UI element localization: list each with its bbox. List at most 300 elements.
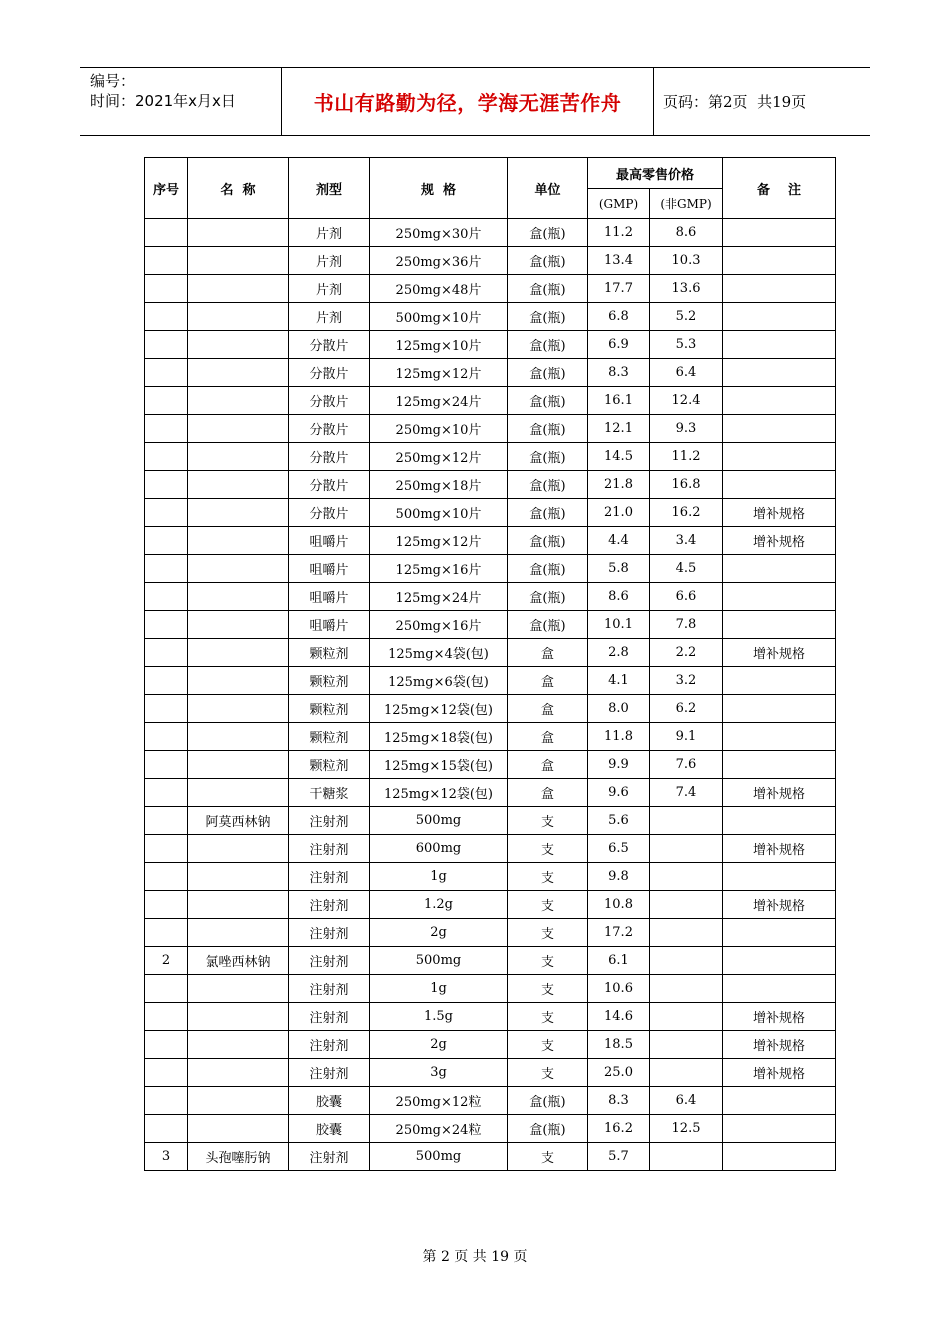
cell-index [145, 247, 188, 275]
cell-name [188, 527, 289, 555]
cell-gmp-price: 18.5 [588, 1031, 650, 1059]
cell-non-gmp-price [650, 835, 723, 863]
cell-index [145, 1031, 188, 1059]
cell-index [145, 695, 188, 723]
cell-index [145, 919, 188, 947]
cell-non-gmp-price: 13.6 [650, 275, 723, 303]
cell-spec: 250mg×30片 [370, 219, 508, 247]
cell-non-gmp-price [650, 1003, 723, 1031]
cell-unit: 盒 [508, 695, 588, 723]
cell-spec: 125mg×12片 [370, 359, 508, 387]
table-row [145, 723, 836, 751]
cell-form: 咀嚼片 [289, 611, 370, 639]
cell-form: 咀嚼片 [289, 583, 370, 611]
cell-name [188, 499, 289, 527]
cell-index [145, 779, 188, 807]
cell-index [145, 555, 188, 583]
cell-unit: 支 [508, 975, 588, 1003]
cell-form: 咀嚼片 [289, 527, 370, 555]
table-row [145, 555, 836, 583]
cell-gmp-price: 16.2 [588, 1115, 650, 1143]
cell-index [145, 1003, 188, 1031]
cell-unit: 盒 [508, 779, 588, 807]
cell-remark [723, 695, 836, 723]
table-row [145, 275, 836, 303]
cell-unit: 盒(瓶) [508, 415, 588, 443]
table-row [145, 359, 836, 387]
cell-index [145, 751, 188, 779]
cell-spec: 2g [370, 1031, 508, 1059]
cell-index [145, 527, 188, 555]
cell-remark [723, 919, 836, 947]
cell-remark [723, 555, 836, 583]
cell-form: 分散片 [289, 443, 370, 471]
cell-remark [723, 275, 836, 303]
cell-non-gmp-price: 5.3 [650, 331, 723, 359]
cell-gmp-price: 8.3 [588, 359, 650, 387]
table-row [145, 807, 836, 835]
table-row [145, 975, 836, 1003]
cell-name [188, 695, 289, 723]
cell-gmp-price: 21.8 [588, 471, 650, 499]
cell-spec: 250mg×12片 [370, 443, 508, 471]
cell-index [145, 219, 188, 247]
table-row [145, 779, 836, 807]
cell-unit: 盒(瓶) [508, 331, 588, 359]
cell-unit: 支 [508, 891, 588, 919]
cell-gmp-price: 11.8 [588, 723, 650, 751]
page-header [80, 67, 870, 136]
cell-spec: 1g [370, 975, 508, 1003]
cell-non-gmp-price [650, 919, 723, 947]
cell-gmp-price: 10.1 [588, 611, 650, 639]
cell-gmp-price: 10.8 [588, 891, 650, 919]
cell-form: 分散片 [289, 387, 370, 415]
table-row [145, 611, 836, 639]
cell-non-gmp-price: 5.2 [650, 303, 723, 331]
table-row [145, 247, 836, 275]
cell-name [188, 275, 289, 303]
cell-remark [723, 807, 836, 835]
cell-remark [723, 1115, 836, 1143]
cell-spec: 125mg×24片 [370, 387, 508, 415]
cell-unit: 盒(瓶) [508, 387, 588, 415]
cell-spec: 125mg×16片 [370, 555, 508, 583]
cell-spec: 3g [370, 1059, 508, 1087]
cell-remark [723, 471, 836, 499]
cell-unit: 盒(瓶) [508, 303, 588, 331]
cell-index [145, 415, 188, 443]
cell-name [188, 639, 289, 667]
table-row [145, 443, 836, 471]
cell-gmp-price: 6.1 [588, 947, 650, 975]
cell-unit: 盒 [508, 751, 588, 779]
cell-spec: 250mg×18片 [370, 471, 508, 499]
cell-remark: 增补规格 [723, 499, 836, 527]
cell-form: 注射剂 [289, 807, 370, 835]
cell-form: 分散片 [289, 499, 370, 527]
cell-unit: 支 [508, 947, 588, 975]
cell-remark [723, 975, 836, 1003]
cell-gmp-price: 4.4 [588, 527, 650, 555]
cell-spec: 250mg×24粒 [370, 1115, 508, 1143]
cell-gmp-price: 14.6 [588, 1003, 650, 1031]
table-row [145, 1031, 836, 1059]
cell-index [145, 975, 188, 1003]
cell-form: 颗粒剂 [289, 667, 370, 695]
cell-form: 颗粒剂 [289, 723, 370, 751]
cell-form: 注射剂 [289, 1031, 370, 1059]
cell-remark [723, 359, 836, 387]
cell-unit: 支 [508, 1031, 588, 1059]
table-row [145, 947, 836, 975]
cell-spec: 125mg×24片 [370, 583, 508, 611]
cell-spec: 125mg×12袋(包) [370, 695, 508, 723]
cell-name [188, 975, 289, 1003]
cell-unit: 盒(瓶) [508, 247, 588, 275]
cell-index [145, 1059, 188, 1087]
cell-non-gmp-price: 9.3 [650, 415, 723, 443]
cell-form: 颗粒剂 [289, 639, 370, 667]
header-unit: 单位 [508, 158, 588, 219]
cell-spec: 500mg×10片 [370, 303, 508, 331]
cell-non-gmp-price: 6.6 [650, 583, 723, 611]
cell-remark: 增补规格 [723, 779, 836, 807]
cell-name [188, 751, 289, 779]
cell-spec: 250mg×16片 [370, 611, 508, 639]
table-row [145, 835, 836, 863]
cell-non-gmp-price: 16.8 [650, 471, 723, 499]
cell-form: 咀嚼片 [289, 555, 370, 583]
cell-index [145, 891, 188, 919]
cell-unit: 盒(瓶) [508, 1115, 588, 1143]
cell-unit: 盒(瓶) [508, 499, 588, 527]
cell-form: 片剂 [289, 247, 370, 275]
cell-index: 3 [145, 1143, 188, 1171]
cell-remark: 增补规格 [723, 835, 836, 863]
cell-remark [723, 331, 836, 359]
cell-name [188, 835, 289, 863]
table-row [145, 583, 836, 611]
cell-unit: 盒 [508, 639, 588, 667]
cell-non-gmp-price: 3.4 [650, 527, 723, 555]
cell-form: 分散片 [289, 331, 370, 359]
cell-remark [723, 723, 836, 751]
cell-spec: 125mg×15袋(包) [370, 751, 508, 779]
cell-spec: 500mg [370, 1143, 508, 1171]
header-non-gmp: (非GMP) [650, 189, 723, 219]
header-page-label: 页码：第2页 共19页 [663, 93, 807, 111]
cell-name [188, 1059, 289, 1087]
cell-unit: 支 [508, 807, 588, 835]
footer-page-number: 第 2 页 共 19 页 [422, 1249, 528, 1265]
cell-name [188, 919, 289, 947]
cell-non-gmp-price: 12.4 [650, 387, 723, 415]
cell-form: 干糖浆 [289, 779, 370, 807]
cell-unit: 盒(瓶) [508, 527, 588, 555]
cell-form: 注射剂 [289, 1059, 370, 1087]
cell-index [145, 835, 188, 863]
cell-index [145, 275, 188, 303]
cell-unit: 支 [508, 1143, 588, 1171]
cell-spec: 1.5g [370, 1003, 508, 1031]
cell-name [188, 1087, 289, 1115]
table-row [145, 1087, 836, 1115]
cell-gmp-price: 5.8 [588, 555, 650, 583]
cell-form: 分散片 [289, 415, 370, 443]
cell-spec: 2g [370, 919, 508, 947]
cell-unit: 支 [508, 1059, 588, 1087]
cell-name: 阿莫西林钠 [188, 807, 289, 835]
cell-name [188, 247, 289, 275]
cell-unit: 盒 [508, 667, 588, 695]
table-row [145, 751, 836, 779]
cell-remark: 增补规格 [723, 1003, 836, 1031]
cell-non-gmp-price: 10.3 [650, 247, 723, 275]
cell-form: 分散片 [289, 471, 370, 499]
cell-unit: 盒(瓶) [508, 1087, 588, 1115]
cell-unit: 盒(瓶) [508, 359, 588, 387]
cell-remark [723, 1087, 836, 1115]
header-price-group: 最高零售价格 [588, 158, 723, 189]
cell-non-gmp-price [650, 891, 723, 919]
cell-index: 2 [145, 947, 188, 975]
table-row [145, 331, 836, 359]
cell-unit: 盒(瓶) [508, 443, 588, 471]
cell-non-gmp-price [650, 1059, 723, 1087]
cell-unit: 盒(瓶) [508, 555, 588, 583]
cell-form: 注射剂 [289, 919, 370, 947]
cell-name [188, 1031, 289, 1059]
cell-remark [723, 583, 836, 611]
cell-remark [723, 415, 836, 443]
table-row [145, 695, 836, 723]
cell-name [188, 303, 289, 331]
cell-index [145, 807, 188, 835]
cell-spec: 125mg×4袋(包) [370, 639, 508, 667]
header-meta [80, 68, 282, 135]
cell-index [145, 723, 188, 751]
cell-form: 注射剂 [289, 975, 370, 1003]
header-name: 名 称 [188, 158, 289, 219]
cell-remark: 增补规格 [723, 527, 836, 555]
cell-non-gmp-price [650, 863, 723, 891]
cell-unit: 支 [508, 919, 588, 947]
cell-form: 胶囊 [289, 1115, 370, 1143]
table-row [145, 891, 836, 919]
cell-gmp-price: 16.1 [588, 387, 650, 415]
cell-non-gmp-price: 4.5 [650, 555, 723, 583]
cell-form: 注射剂 [289, 1143, 370, 1171]
cell-gmp-price: 17.7 [588, 275, 650, 303]
cell-remark [723, 1143, 836, 1171]
cell-name [188, 779, 289, 807]
cell-gmp-price: 2.8 [588, 639, 650, 667]
cell-form: 胶囊 [289, 1087, 370, 1115]
cell-spec: 250mg×12粒 [370, 1087, 508, 1115]
cell-gmp-price: 10.6 [588, 975, 650, 1003]
table-row [145, 1003, 836, 1031]
cell-name: 氯唑西林钠 [188, 947, 289, 975]
cell-name [188, 443, 289, 471]
cell-unit: 盒(瓶) [508, 275, 588, 303]
cell-gmp-price: 6.9 [588, 331, 650, 359]
cell-form: 注射剂 [289, 891, 370, 919]
cell-remark: 增补规格 [723, 1059, 836, 1087]
cell-remark [723, 387, 836, 415]
cell-remark [723, 219, 836, 247]
header-page-info [654, 68, 870, 135]
cell-remark [723, 667, 836, 695]
table-row [145, 471, 836, 499]
table-body [145, 219, 836, 1171]
cell-non-gmp-price: 6.2 [650, 695, 723, 723]
table-row [145, 639, 836, 667]
cell-unit: 支 [508, 863, 588, 891]
page-footer [0, 1246, 950, 1266]
price-table [144, 157, 836, 1171]
cell-name: 头孢噻肟钠 [188, 1143, 289, 1171]
cell-remark: 增补规格 [723, 891, 836, 919]
cell-unit: 盒(瓶) [508, 219, 588, 247]
cell-gmp-price: 8.0 [588, 695, 650, 723]
cell-index [145, 863, 188, 891]
cell-spec: 250mg×10片 [370, 415, 508, 443]
cell-spec: 600mg [370, 835, 508, 863]
cell-non-gmp-price: 16.2 [650, 499, 723, 527]
cell-remark [723, 247, 836, 275]
cell-unit: 盒(瓶) [508, 583, 588, 611]
cell-name [188, 611, 289, 639]
cell-unit: 支 [508, 1003, 588, 1031]
table-row [145, 387, 836, 415]
cell-remark [723, 303, 836, 331]
cell-gmp-price: 9.9 [588, 751, 650, 779]
cell-index [145, 471, 188, 499]
cell-form: 分散片 [289, 359, 370, 387]
cell-non-gmp-price [650, 807, 723, 835]
cell-unit: 盒 [508, 723, 588, 751]
header-index: 序号 [145, 158, 188, 219]
cell-spec: 125mg×18袋(包) [370, 723, 508, 751]
cell-gmp-price: 25.0 [588, 1059, 650, 1087]
cell-name [188, 1115, 289, 1143]
cell-non-gmp-price: 9.1 [650, 723, 723, 751]
cell-name [188, 1003, 289, 1031]
cell-non-gmp-price: 3.2 [650, 667, 723, 695]
cell-index [145, 667, 188, 695]
cell-name [188, 583, 289, 611]
table-row [145, 1143, 836, 1171]
cell-gmp-price: 14.5 [588, 443, 650, 471]
cell-form: 注射剂 [289, 1003, 370, 1031]
cell-name [188, 555, 289, 583]
cell-form: 注射剂 [289, 835, 370, 863]
cell-name [188, 891, 289, 919]
table-row [145, 303, 836, 331]
table-row [145, 667, 836, 695]
cell-gmp-price: 6.5 [588, 835, 650, 863]
cell-name [188, 863, 289, 891]
cell-spec: 1g [370, 863, 508, 891]
cell-name [188, 667, 289, 695]
cell-index [145, 359, 188, 387]
cell-non-gmp-price [650, 1143, 723, 1171]
header-gmp: (GMP) [588, 189, 650, 219]
cell-non-gmp-price: 2.2 [650, 639, 723, 667]
cell-spec: 125mg×12片 [370, 527, 508, 555]
cell-gmp-price: 9.8 [588, 863, 650, 891]
cell-non-gmp-price [650, 975, 723, 1003]
table-row [145, 499, 836, 527]
cell-spec: 250mg×36片 [370, 247, 508, 275]
cell-non-gmp-price: 6.4 [650, 1087, 723, 1115]
cell-gmp-price: 4.1 [588, 667, 650, 695]
cell-index [145, 1087, 188, 1115]
cell-index [145, 499, 188, 527]
cell-name [188, 359, 289, 387]
cell-form: 颗粒剂 [289, 751, 370, 779]
cell-index [145, 331, 188, 359]
cell-form: 注射剂 [289, 863, 370, 891]
cell-gmp-price: 8.6 [588, 583, 650, 611]
cell-spec: 500mg [370, 947, 508, 975]
table-row [145, 527, 836, 555]
cell-name [188, 471, 289, 499]
cell-form: 颗粒剂 [289, 695, 370, 723]
table-row [145, 415, 836, 443]
cell-spec: 125mg×12袋(包) [370, 779, 508, 807]
cell-remark [723, 863, 836, 891]
table-row [145, 863, 836, 891]
cell-index [145, 1115, 188, 1143]
cell-spec: 250mg×48片 [370, 275, 508, 303]
cell-gmp-price: 21.0 [588, 499, 650, 527]
document-number-label: 编号： [90, 72, 136, 90]
cell-form: 片剂 [289, 303, 370, 331]
cell-non-gmp-price: 6.4 [650, 359, 723, 387]
header-motto: 书山有路勤为径，学海无涯苦作舟 [282, 68, 654, 135]
table-row [145, 1115, 836, 1143]
cell-index [145, 611, 188, 639]
cell-spec: 500mg [370, 807, 508, 835]
cell-non-gmp-price: 11.2 [650, 443, 723, 471]
cell-gmp-price: 13.4 [588, 247, 650, 275]
cell-unit: 盒(瓶) [508, 611, 588, 639]
cell-name [188, 723, 289, 751]
cell-gmp-price: 8.3 [588, 1087, 650, 1115]
cell-spec: 1.2g [370, 891, 508, 919]
cell-non-gmp-price [650, 947, 723, 975]
cell-gmp-price: 6.8 [588, 303, 650, 331]
cell-gmp-price: 5.6 [588, 807, 650, 835]
cell-non-gmp-price [650, 1031, 723, 1059]
cell-spec: 125mg×6袋(包) [370, 667, 508, 695]
cell-name [188, 331, 289, 359]
header-spec: 规 格 [370, 158, 508, 219]
cell-non-gmp-price: 7.8 [650, 611, 723, 639]
cell-index [145, 303, 188, 331]
table-row [145, 919, 836, 947]
cell-gmp-price: 12.1 [588, 415, 650, 443]
header-remark: 备 注 [723, 158, 836, 219]
table-row [145, 1059, 836, 1087]
cell-gmp-price: 9.6 [588, 779, 650, 807]
cell-index [145, 639, 188, 667]
cell-non-gmp-price: 8.6 [650, 219, 723, 247]
cell-remark: 增补规格 [723, 639, 836, 667]
cell-remark [723, 443, 836, 471]
